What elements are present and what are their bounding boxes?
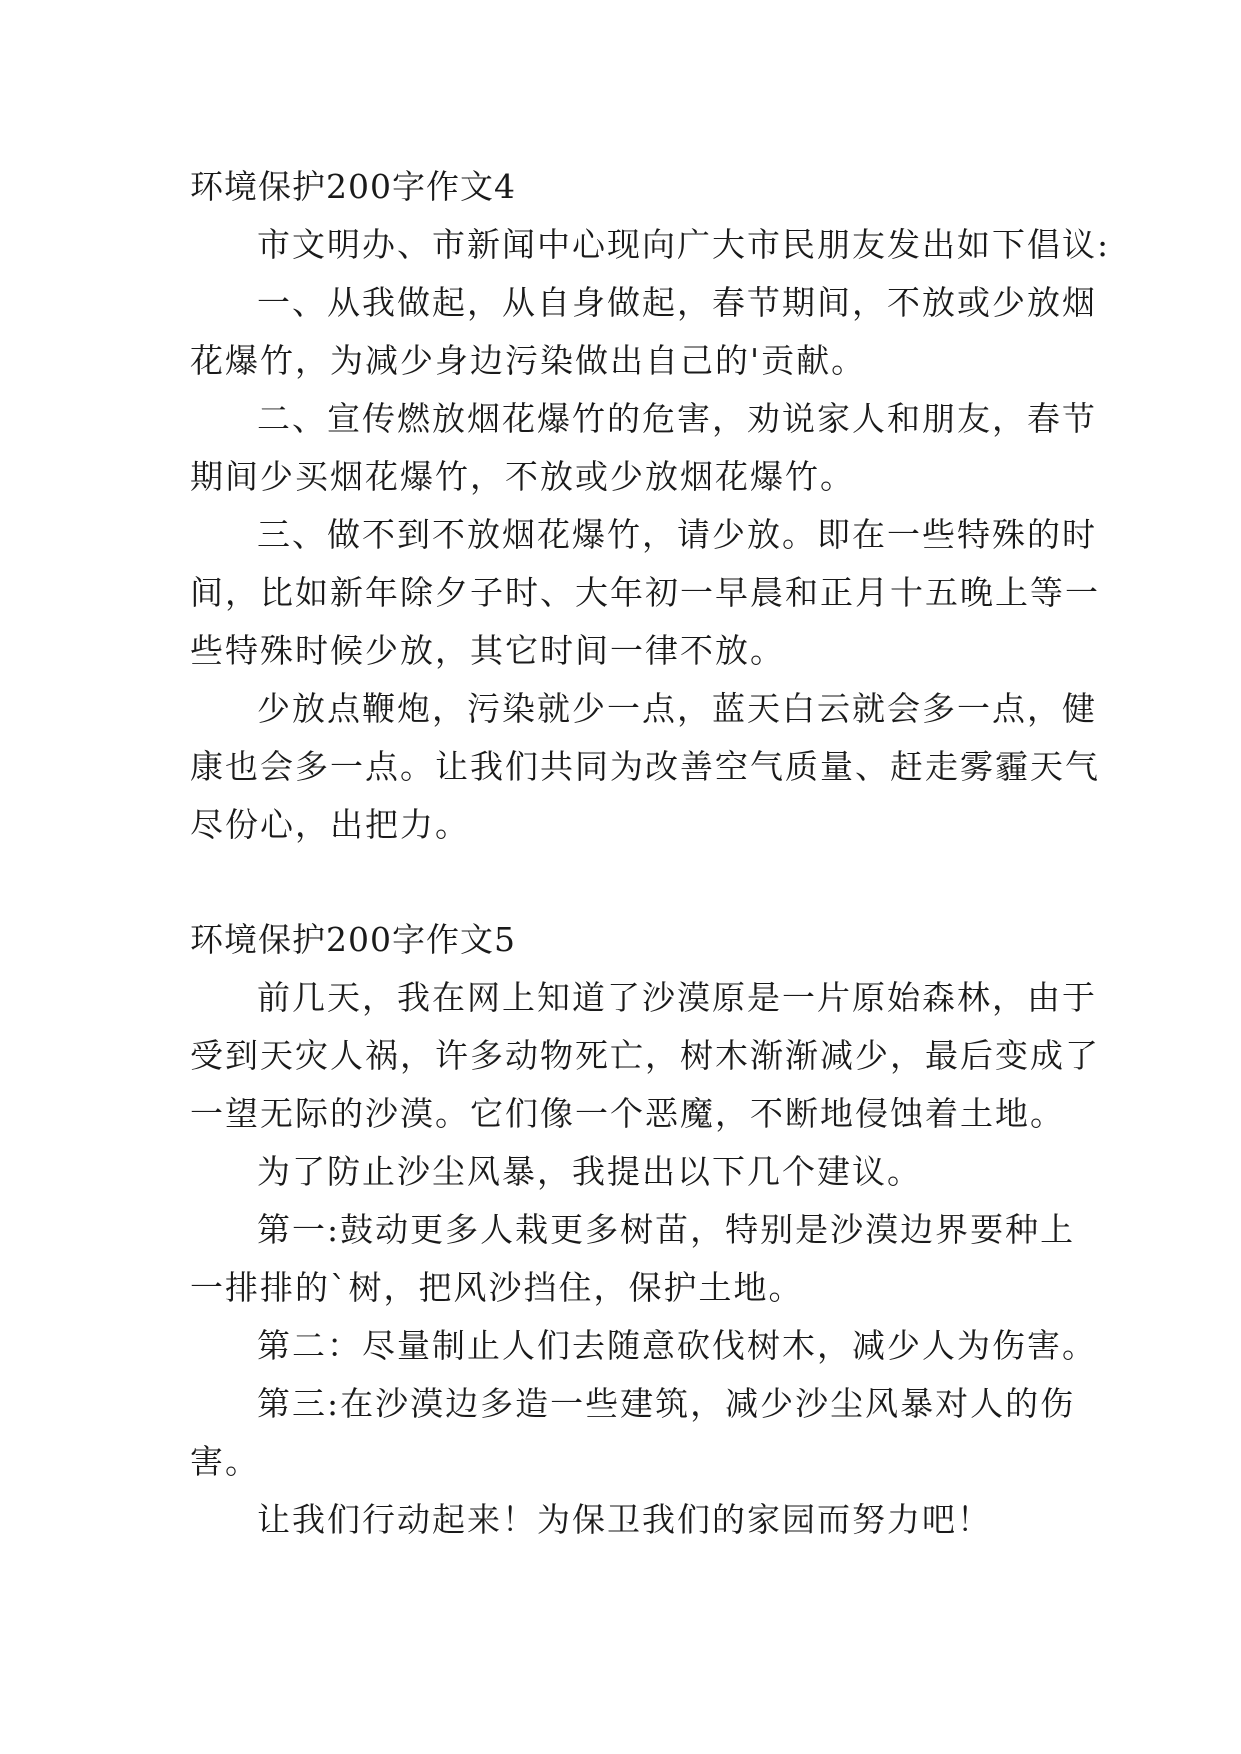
section-heading: 环境保护200字作文4 xyxy=(190,167,516,206)
paragraph-line: 一望无际的沙漠。它们像一个恶魔，不断地侵蚀着土地。 xyxy=(190,1094,1065,1133)
section-heading: 环境保护200字作文5 xyxy=(190,920,516,959)
paragraph-line: 受到天灾人祸，许多动物死亡，树木渐渐减少，最后变成了 xyxy=(190,1036,1100,1075)
paragraph-line: 第三:在沙漠边多造一些建筑，减少沙尘风暴对人的伤 xyxy=(257,1384,1076,1423)
paragraph-line: 前几天，我在网上知道了沙漠原是一片原始森林，由于 xyxy=(257,978,1097,1017)
paragraph-line: 尽份心，出把力。 xyxy=(190,805,470,844)
paragraph-line: 市文明办、市新闻中心现向广大市民朋友发出如下倡议: xyxy=(257,225,1111,264)
paragraph-line: 一排排的`树，把风沙挡住，保护土地。 xyxy=(190,1268,804,1307)
paragraph-line: 花爆竹，为减少身边污染做出自己的'贡献。 xyxy=(190,341,867,380)
paragraph-line: 康也会多一点。让我们共同为改善空气质量、赶走雾霾天气 xyxy=(190,747,1100,786)
paragraph-line: 一、从我做起，从自身做起，春节期间，不放或少放烟 xyxy=(257,283,1097,322)
paragraph-line: 让我们行动起来！为保卫我们的家园而努力吧！ xyxy=(257,1500,992,1539)
paragraph-line: 期间少买烟花爆竹，不放或少放烟花爆竹。 xyxy=(190,457,855,496)
paragraph-line: 间，比如新年除夕子时、大年初一早晨和正月十五晚上等一 xyxy=(190,573,1100,612)
paragraph-line: 第二：尽量制止人们去随意砍伐树木，减少人为伤害。 xyxy=(257,1326,1097,1365)
paragraph-line: 害。 xyxy=(190,1442,260,1481)
paragraph-line: 第一:鼓动更多人栽更多树苗，特别是沙漠边界要种上 xyxy=(257,1210,1076,1249)
paragraph-line: 为了防止沙尘风暴，我提出以下几个建议。 xyxy=(257,1152,922,1191)
paragraph-line: 少放点鞭炮，污染就少一点，蓝天白云就会多一点，健 xyxy=(257,689,1097,728)
paragraph-line: 些特殊时候少放，其它时间一律不放。 xyxy=(190,631,785,670)
paragraph-line: 二、宣传燃放烟花爆竹的危害，劝说家人和朋友，春节 xyxy=(257,399,1097,438)
paragraph-line: 三、做不到不放烟花爆竹，请少放。即在一些特殊的时 xyxy=(257,515,1097,554)
